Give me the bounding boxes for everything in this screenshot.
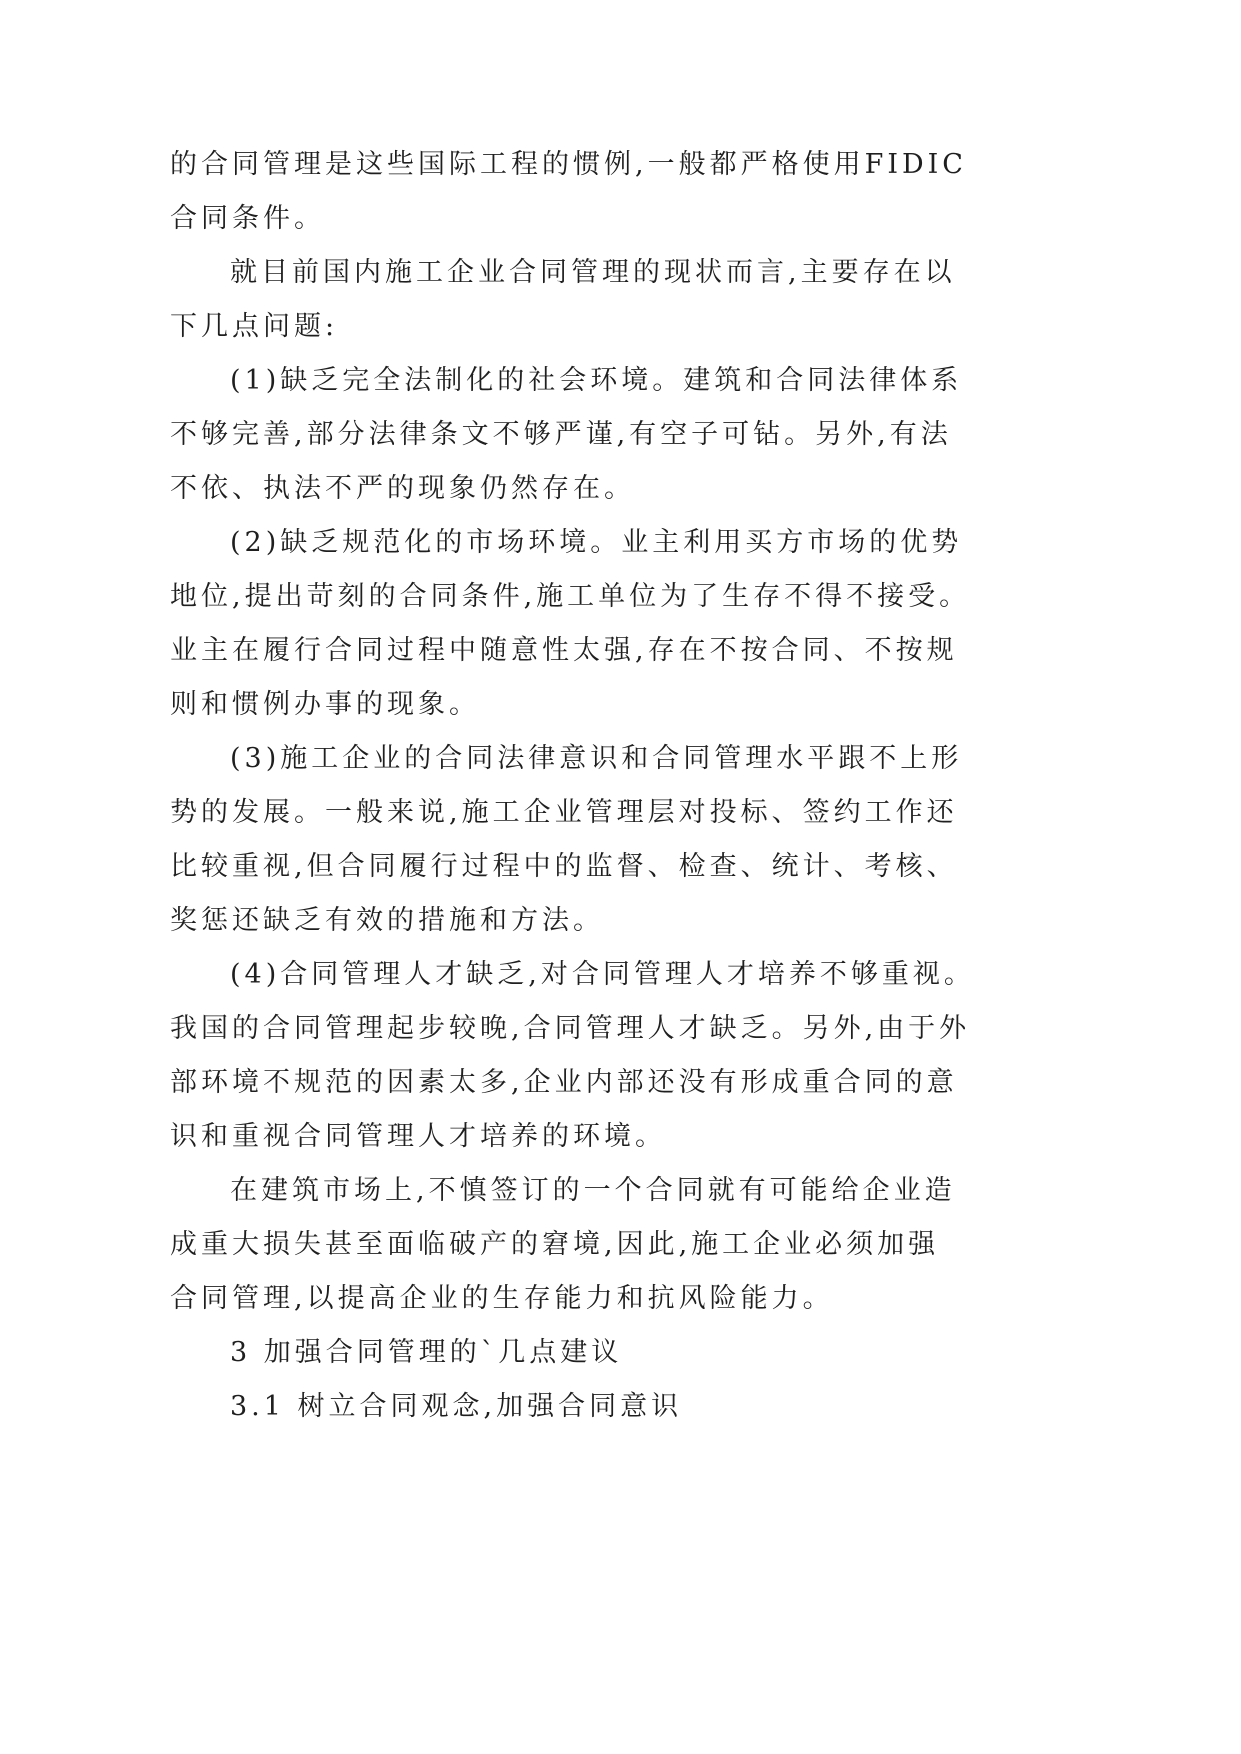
text-line: 势的发展。一般来说,施工企业管理层对投标、签约工作还: [170, 797, 958, 828]
text-line: 下几点问题:: [170, 311, 339, 342]
text-line: 则和惯例办事的现象。: [170, 689, 480, 720]
text-line: 比较重视,但合同履行过程中的监督、检查、统计、考核、: [170, 851, 958, 882]
text-line: 成重大损失甚至面临破产的窘境,因此,施工企业必须加强: [170, 1229, 940, 1260]
text-line: 地位,提出苛刻的合同条件,施工单位为了生存不得不接受。: [170, 581, 971, 612]
text-line: 合同条件。: [170, 203, 325, 234]
subsection-heading: 3.1 树立合同观念,加强合同意识: [230, 1391, 683, 1422]
text-line: 我国的合同管理起步较晚,合同管理人才缺乏。另外,由于外: [170, 1013, 971, 1044]
section-heading: 3 加强合同管理的`几点建议: [230, 1337, 623, 1368]
text-line: 奖惩还缺乏有效的措施和方法。: [170, 905, 604, 936]
text-line: 业主在履行合同过程中随意性太强,存在不按合同、不按规: [170, 635, 958, 666]
text-line: 不依、执法不严的现象仍然存在。: [170, 473, 635, 504]
text-line: 识和重视合同管理人才培养的环境。: [170, 1121, 666, 1152]
text-line: 部环境不规范的因素太多,企业内部还没有形成重合同的意: [170, 1067, 958, 1098]
text-line: 的合同管理是这些国际工程的惯例,一般都严格使用FIDIC: [170, 149, 967, 180]
text-line: 合同管理,以提高企业的生存能力和抗风险能力。: [170, 1283, 834, 1314]
text-line: 不够完善,部分法律条文不够严谨,有空子可钻。另外,有法: [170, 419, 952, 450]
list-item-3-line: (3)施工企业的合同法律意识和合同管理水平跟不上形: [230, 743, 963, 774]
paragraph-start-line: 在建筑市场上,不慎签订的一个合同就有可能给企业造: [230, 1175, 956, 1206]
paragraph-start-line: 就目前国内施工企业合同管理的现状而言,主要存在以: [230, 257, 956, 288]
list-item-2-line: (2)缺乏规范化的市场环境。业主利用买方市场的优势: [230, 527, 963, 558]
list-item-1-line: (1)缺乏完全法制化的社会环境。建筑和合同法律体系: [230, 365, 963, 396]
list-item-4-line: (4)合同管理人才缺乏,对合同管理人才培养不够重视。: [230, 959, 975, 990]
